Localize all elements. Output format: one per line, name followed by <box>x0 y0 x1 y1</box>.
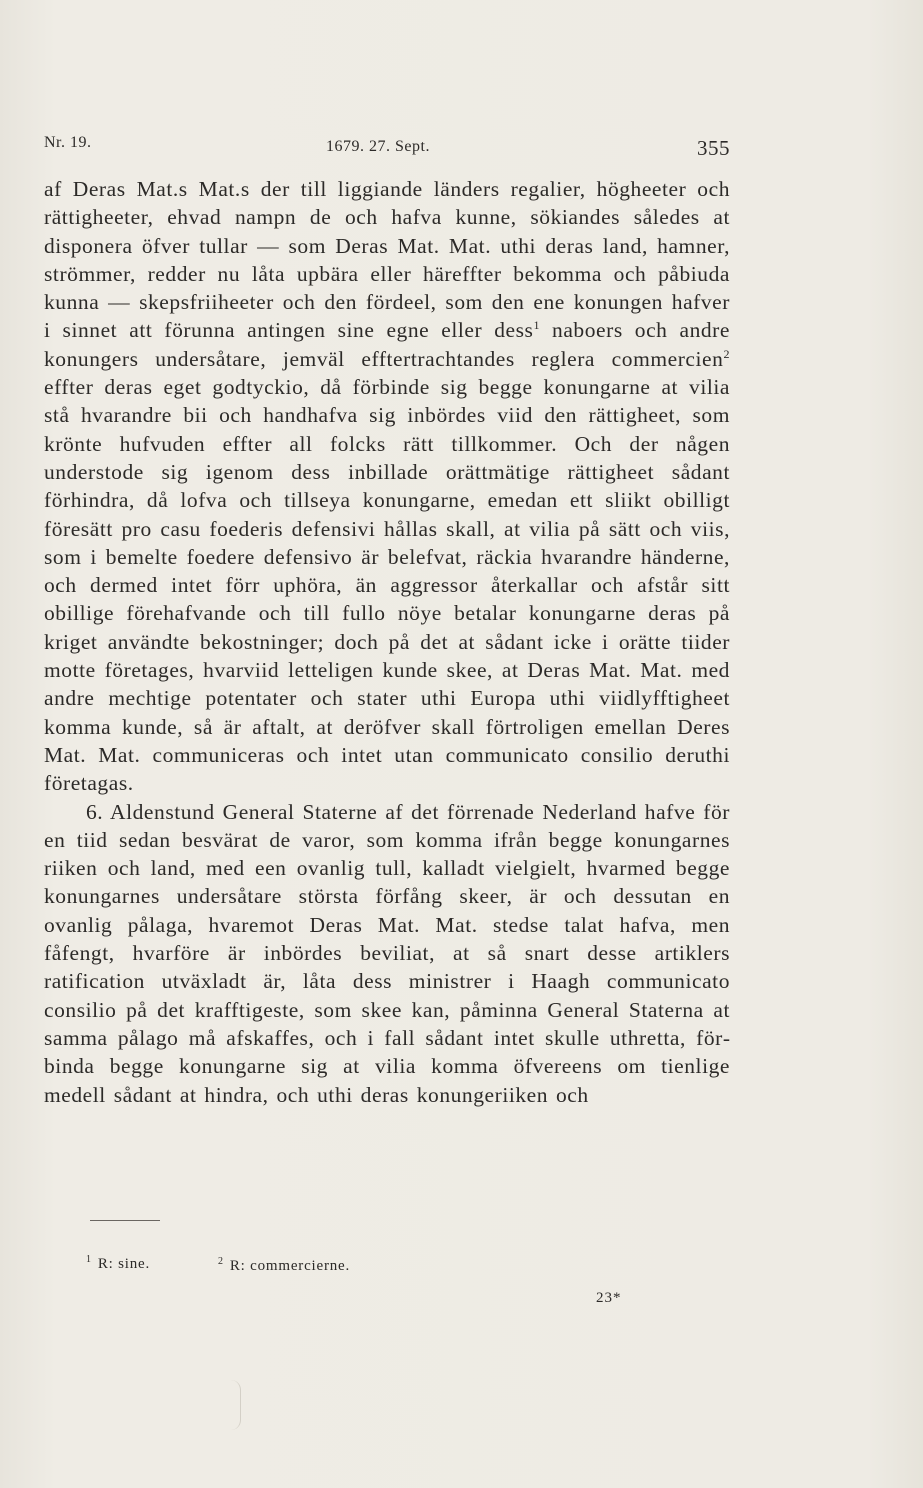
text-run: naboers och andre konungers undersåtare, jemväl efftertrachtandes reglera commercien <box>44 318 730 371</box>
signature-mark: 23* <box>596 1290 622 1306</box>
paragraph-section-6 <box>44 798 730 1109</box>
footnote-divider <box>90 1220 160 1221</box>
page-number: 355 <box>697 136 730 160</box>
page-fold-shadow <box>226 1380 241 1430</box>
paragraph-continued <box>44 175 730 798</box>
text-run: af Deras Mat.s Mat.s der till liggiande länders regalier, högheeter och rättigheeter, ehvad nampn de och hafva kunne, sökiandes således at disponera öfver tullar — som Deras Mat. Mat. uthi deras land, hamner, strömmer, redder nu låta upbära eller häreffter bekomma och påbiuda kunna — skepsfriiheeter och den fördeel, som den ene konungen hafver i sinnet att förunna antingen sine egne eller dess <box>44 177 730 343</box>
footnote-number: 2 <box>218 1256 224 1267</box>
main-text <box>44 175 730 1109</box>
footnote-text: R: commercierne. <box>229 1258 351 1274</box>
document-number: Nr. 19. <box>44 134 92 151</box>
footnote-text: R: sine. <box>97 1256 151 1272</box>
document-date: 1679. 27. Sept. <box>326 138 430 155</box>
footnote-2 <box>218 1258 350 1275</box>
text-run: 6. Aldenstund General Staterne af det förrenade Nederland hafve för en tiid sedan besvärat de varor, som komma ifrån begge konungarnes riiken och land, med een ovanlig tull, kalladt vielgielt, hvarmed begge konungarnes undersåtare största förfång skeer, är och dessutan en ovanlig pålaga, hvaremot Deras Mat. Mat. stedse talat hafva, men fåfengt, hvarföre är inbördes beviliat, at så snart desse artiklers ratification utväxladt är, låta dess ministrer i Haagh communicato consilio på det krafftigeste, som skee kan, påminna General Staterna at samma pålago må afskaffes, och i fall sådant intet skulle uthretta, förbinda begge konungarne sig at vilia komma öfvereens om tienlige medell sådant at hindra, och uthi deras konungeriiken och <box>44 799 730 1107</box>
running-header <box>44 134 730 164</box>
footnote-ref-1: 1 <box>533 318 541 333</box>
footnote-ref-2: 2 <box>723 346 730 361</box>
footnote-number: 1 <box>86 1254 92 1265</box>
text-run: effter deras eget godtyckio, då förbinde sig begge konungarne at vilia stå hvarandre bii och handhafva sig inbördes viid den rättigheet, som krönte hufvuden effter all folcks rätt tillkommer. Och der någen understode sig igenom dess inbillade orättmätige rättigheet sådant förhindra, då lofva och tillseya konungarne, emedan ett sliikt obilligt föresätt pro casu foederis defensivi hållas skall, at vilia på sätt och viis, som i bemelte foedere defensivo är belefvat, räckia hvarandre händerne, och dermed intet förr uphöra, än aggressor återkallar och afstår sitt obillige förehafvande och till fullo nöye betalar konungarne deras på kriget användte bekostninger; doch på det at sådant icke i orätte tiider motte företages, hvarviid letteligen kunde skee, at Deras Mat. Mat. med andre mechtige potentater och stater uthi Europa uthi viidlyfftigheet komma kunde, så är aftalt, at deröfver skall förtroligen emellan Deres Mat. Mat. communiceras och intet utan communicato consilio deruthi företagas. <box>44 375 730 796</box>
footnote-1 <box>86 1256 150 1273</box>
